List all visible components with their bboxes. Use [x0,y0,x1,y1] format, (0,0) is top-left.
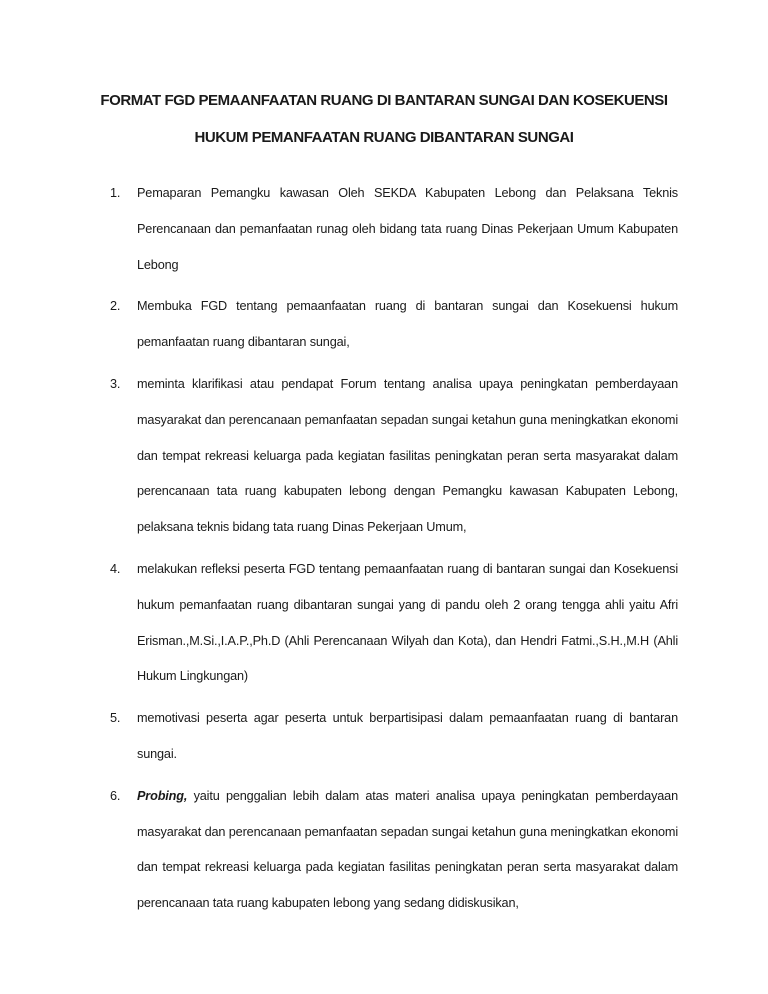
list-item [110,176,678,283]
list-item-text: yaitu penggalian lebih dalam atas materi analisa upaya peningkatan pemberdayaan masyarakat dan perencanaan pemanfaatan sepadan sungai ketahun guna meningkatkan ekonomi dan tempat rekreasi keluarga pada kegiatan fasilitas peningkatan peran serta masyarakat dalam perencanaan tata ruang kabupaten lebong yang sedang didiskusikan, [137,788,678,911]
document-title-line-1: FORMAT FGD PEMAANFAATAN RUANG DI BANTARAN SUNGAI DAN KOSEKUENSI [100,92,668,109]
list-item-number: 2. [110,299,121,314]
list-item-number: 3. [110,376,121,391]
list-item [110,552,678,695]
list-item [110,779,678,922]
list-item [110,701,678,773]
list-item [110,289,678,361]
list-item-number: 5. [110,711,121,726]
list-item [110,367,678,546]
agenda-list [110,176,678,928]
list-item-text: memotivasi peserta agar peserta untuk berpartisipasi dalam pemaanfaatan ruang di bantaran sungai. [137,711,678,761]
list-item-number: 1. [110,186,121,200]
list-item-number: 4. [110,561,121,576]
list-item-lead: Probing, [137,788,188,803]
list-item-text: Membuka FGD tentang pemaanfaatan ruang di bantaran sungai dan Kosekuensi hukum pemanfaatan ruang dibantaran sungai, [137,299,678,350]
list-item-text: meminta klarifikasi atau pendapat Forum tentang analisa upaya peningkatan pemberdayaan masyarakat dan perencanaan pemanfaatan sepadan sungai ketahun guna meningkatkan ekonomi dan tempat rekreasi keluarga pada kegiatan fasilitas peningkatan peran serta masyarakat dalam perencanaan tata ruang kabupaten lebong dengan Pemangku kawasan Kabupaten Lebong, pelaksana teknis bidang tata ruang Dinas Pekerjaan Umum, [137,376,678,535]
list-item-text: Pemaparan Pemangku kawasan Oleh SEKDA Kabupaten Lebong dan Pelaksana Teknis Perencanaan dan pemanfaatan runag oleh bidang tata ruang Dinas Pekerjaan Umum Kabupaten Lebong [137,186,678,272]
document-title-line-2: HUKUM PEMANFAATAN RUANG DIBANTARAN SUNGAI [194,129,574,146]
list-item-number: 6. [110,788,121,803]
list-item-text: melakukan refleksi peserta FGD tentang pemaanfaatan ruang di bantaran sungai dan Kosekuensi hukum pemanfaatan ruang dibantaran sungai yang di pandu oleh 2 orang tengga ahli yaitu Afri Erisman.,M.Si.,I.A.P.,Ph.D (Ahli Perencanaan Wilyah dan Kota), dan Hendri Fatmi.,S.H.,M.H (Ahli Hukum Lingkungan) [137,561,678,684]
